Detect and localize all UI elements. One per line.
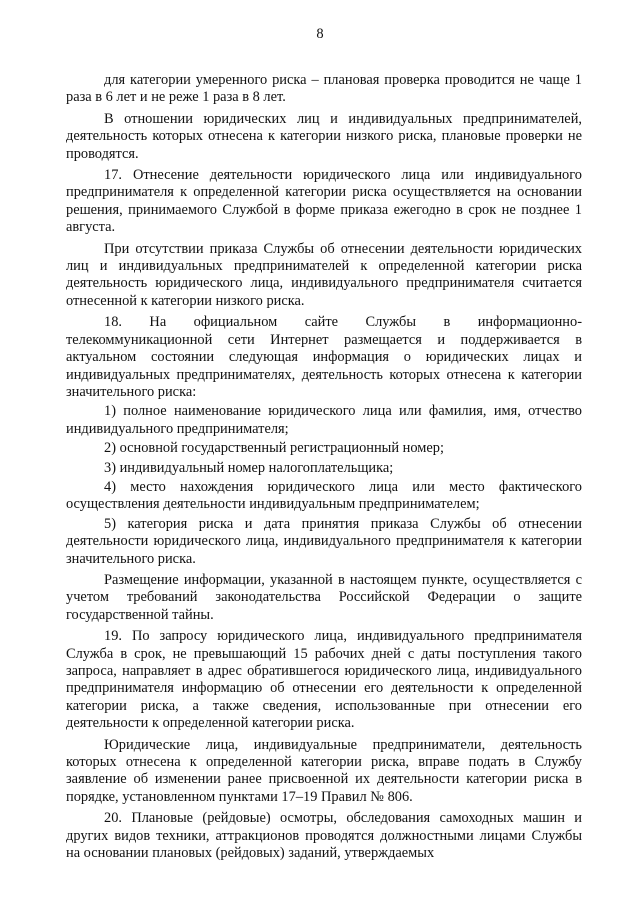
paragraph-low-risk: В отношении юридических лиц и индивидуальных предпринимателей, деятельность которых отнесена к категории низкого риска, плановые проверки не проводятся. bbox=[66, 110, 582, 162]
paragraph-18: 18. На официальном сайте Службы в информационно-телекоммуникационной сети Интернет размещается и поддерживается в актуальном состоянии следующая информация о юридических лицах и индивидуальных предпринимателях, деятельность которых отнесена к категории значительного риска: bbox=[66, 314, 582, 400]
list-item-3: 3) индивидуальный номер налогоплательщика; bbox=[104, 459, 394, 476]
list-item-1: 1) полное наименование юридического лица или фамилия, имя, отчество индивидуального предпринимателя; bbox=[66, 403, 582, 437]
list-item-2: 2) основной государственный регистрационный номер; bbox=[104, 440, 444, 457]
list-item-5: 5) категория риска и дата принятия приказа Службы об отнесении деятельности юридического лица, индивидуального предпринимателя к категории значительного риска. bbox=[66, 515, 582, 567]
paragraph-17: 17. Отнесение деятельности юридического лица или индивидуального предпринимателя к определенной категории риска осуществляется на основании решения, принимаемого Службой в форме приказа ежегодно в срок не позднее 1 августа. bbox=[66, 167, 582, 236]
document-body bbox=[66, 72, 582, 866]
list-item-4: 4) место нахождения юридического лица или место фактического осуществления деятельности индивидуальным предпринимателем; bbox=[66, 478, 582, 513]
paragraph-19: 19. По запросу юридического лица, индивидуального предпринимателя Служба в срок, не превышающий 15 рабочих дней с даты поступления такого запроса, направляет в адрес обратившегося юридического лица, индивидуального предпринимателя информацию об отнесении его деятельности к определенной категории риска, а также сведения, использованные при отнесении его деятельности к определенной категории риска. bbox=[66, 628, 582, 732]
paragraph-change-request: Юридические лица, индивидуальные предприниматели, деятельность которых отнесена к определенной категории риска, вправе подать в Службу заявление об изменении ранее присвоенной их деятельности категории риска в порядке, установленном пунктами 17–19 Правил № 806. bbox=[66, 736, 582, 805]
paragraph-moderate-risk: для категории умеренного риска – плановая проверка проводится не чаще 1 раза в 6 лет и не реже 1 раза в 8 лет. bbox=[66, 72, 582, 106]
paragraph-20: 20. Плановые (рейдовые) осмотры, обследования самоходных машин и других видов техники, аттракционов проводятся должностными лицами Службы на основании плановых (рейдовых) заданий, утверждаемых bbox=[66, 810, 582, 862]
paragraph-state-secret: Размещение информации, указанной в настоящем пункте, осуществляется с учетом требований законодательства Российской Федерации о защите государственной тайны. bbox=[66, 571, 582, 623]
page-number: 8 bbox=[316, 26, 324, 42]
paragraph-no-order: При отсутствии приказа Службы об отнесении деятельности юридических лиц и индивидуальных предпринимателей к определенной категории риска деятельность юридического лица, индивидуального предпринимателя считается отнесенной к категории низкого риска. bbox=[66, 240, 582, 309]
